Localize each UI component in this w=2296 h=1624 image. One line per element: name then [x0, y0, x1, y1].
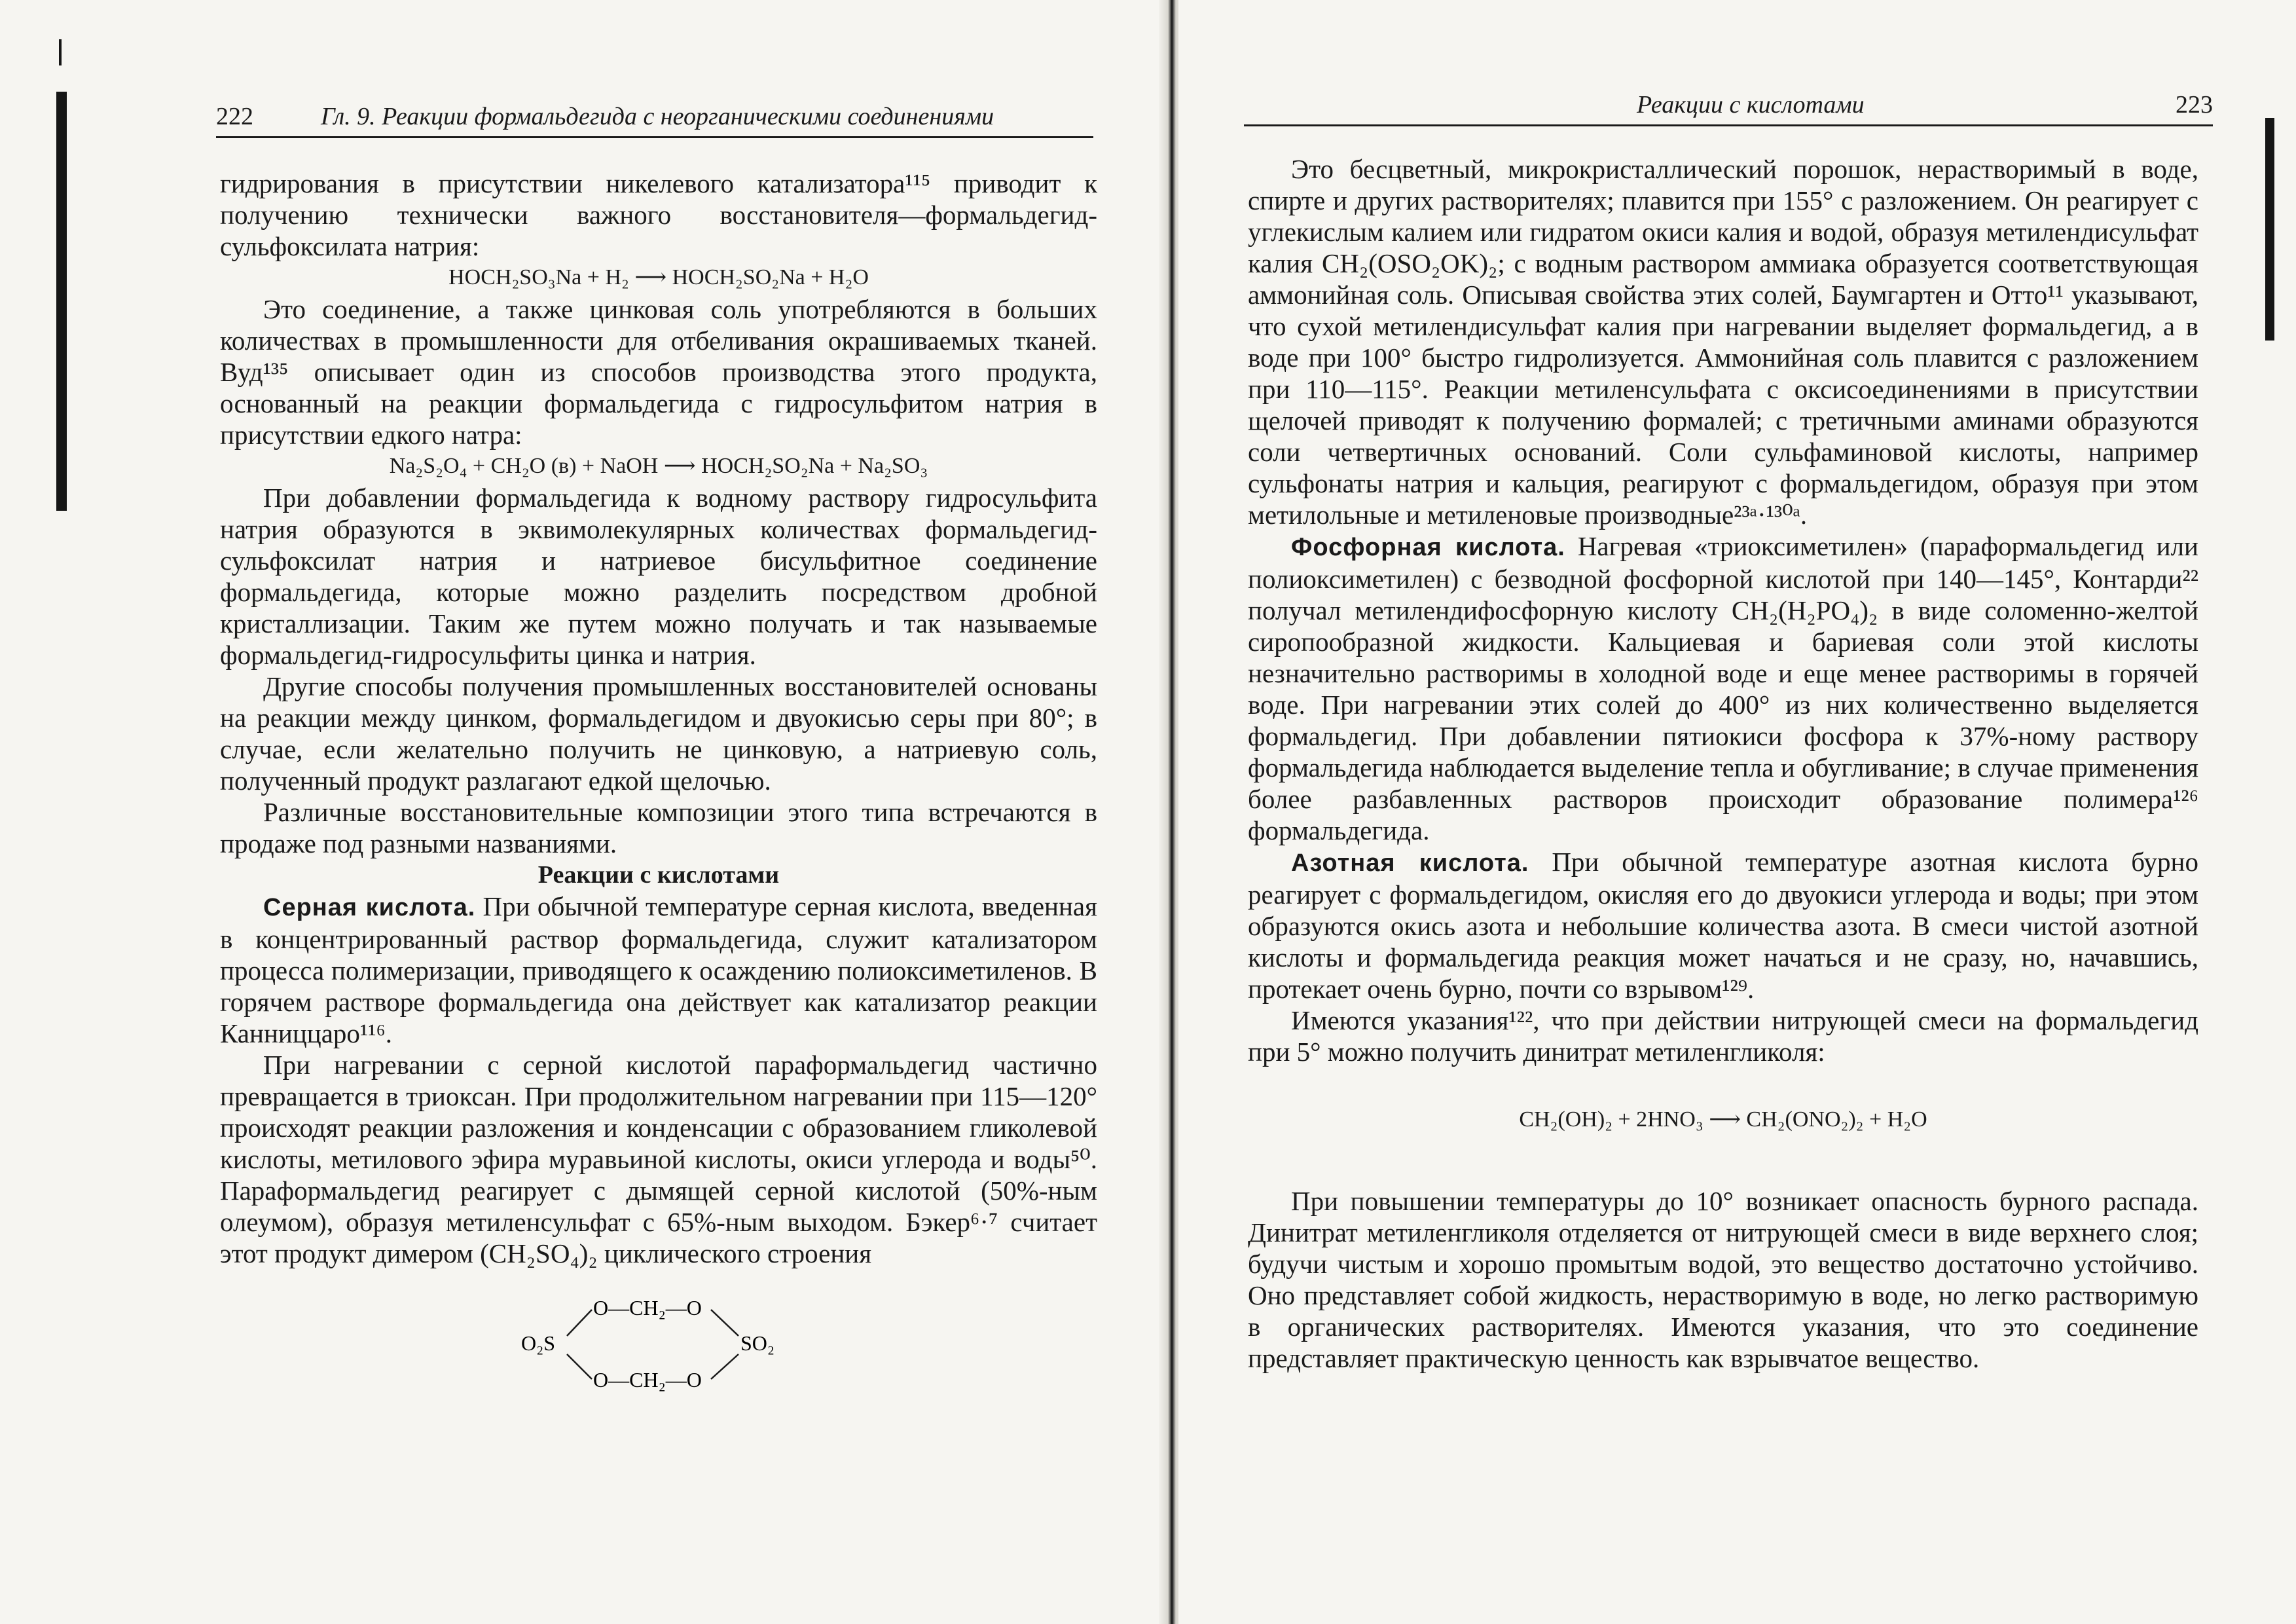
- paragraph: При нагревании с серной кислотой параформальдегид частично превращается в триоксан. При продолжительном нагревании при 115—120° происходят реакции разложения и конденсации с образованием гликолевой кислоты, метилового эфира муравьиной кислоты, окиси углерода и воды⁵⁰. Параформальдегид реагирует с дымящей серной кислотой (50%-ным олеумом), образуя метиленсульфат с 65%-ным выходом. Бэкер⁶·⁷ считает этот продукт димером (CH₂SO₄)₂ циклического строения: [220, 1050, 1097, 1268]
- left-page-header: [216, 97, 1093, 138]
- scan-edge-mark: [2265, 118, 2274, 341]
- paragraph: [1248, 846, 2198, 1005]
- right-page-body: [1248, 153, 2198, 1374]
- paragraph: Это соединение, а также цинковая соль употребляются в больших количествах в промышленности для отбеливания окрашиваемых тканей. Вуд¹³⁵ описывает один из способов производства этого продукта, основанный на реакции формальдегида с гидросульфитом натрия в присутствии едкого натра:: [220, 294, 1097, 450]
- paragraph-text: При обычной температуре серная кислота, введенная в концентрированный раствор формальдегида, служит катализатором процесса полимеризации, приводящего к осаждению полиоксиметиленов. В горячем растворе формальдегида она действует как катализатор реакции Канниццаро¹¹⁶.: [220, 891, 1097, 1048]
- paragraph: [220, 891, 1097, 1049]
- ring-right-label: SO₂: [740, 1331, 775, 1355]
- right-page-header: [1244, 85, 2213, 126]
- right-page-number: 223: [2176, 91, 2213, 119]
- term-heading: Серная кислота.: [263, 894, 476, 921]
- paragraph-text: При обычной температуре азотная кислота бурно реагирует с формальдегидом, окисляя его до двуокиси углерода и воды; при этом образуются окись азота и небольшие количества азота. В смеси чистой азотной кислоты и формальдегида реакция может начаться и не сразу, но, начавшись, протекает очень бурно, почти со взрывом¹²⁹.: [1248, 847, 2199, 1004]
- left-running-head: Гл. 9. Реакции формальдегида с неорганическими соединениями: [321, 103, 994, 130]
- paragraph: гидрирования в присутствии никелевого катализатора¹¹⁵ приводит к получению технически важного восстановителя—формальдегид-сульфоксилата натрия:: [220, 168, 1097, 261]
- equation: CH₂(OH)₂ + 2HNO₃ ⟶ CH₂(ONO₂)₂ + H₂O: [1519, 1107, 1927, 1132]
- paragraph: Различные восстановительные композиции этого типа встречаются в продаже под разными названиями.: [220, 797, 1097, 858]
- paragraph: При добавлении формальдегида к водному раствору гидросульфита натрия образуются в эквимолекулярных количествах формальдегид-сульфоксилат натрия и натриевое бисульфитное соединение формальдегида, которые можно разделить посредством дробной кристаллизации. Таким же путем можно получать и так называемые формальдегид-гидросульфиты цинка и натрия.: [220, 483, 1097, 670]
- ring-bottom-label: O—CH₂—O: [593, 1368, 702, 1392]
- section-title: Реакции с кислотами: [538, 861, 780, 889]
- ring-bond: [567, 1310, 592, 1336]
- paragraph: Это бесцветный, микрокристаллический порошок, нерастворимый в воде, спирте и других растворителях; плавится при 155° с разложением. Он реагирует с углекислым калием или гидратом окиси калия и водой, образуя метилендисульфат калия CH₂(OSO₂OK)₂; с водным раствором аммиака образуется соответствующая аммонийная соль. Описывая свойства этих солей, Баумгартен и Отто¹¹ указывают, что сухой метилендисульфат калия при нагревании выделяет формальдегид, а в воде при 100° быстро гидролизуется. Аммонийная соль плавится с разложением при 110—115°. Реакции метиленсульфата с оксисоединениями в присутствии щелочей приводят к получению формалей; с третичными аминами образуются соли четвертичных оснований. Соли сульфаминовой кислоты, например сульфонаты натрия и кальция, реагируют с формальдегидом, образуя при этом метилольные и метиленовые производные²³ᵃ·¹³⁰ᵃ.: [1248, 154, 2198, 530]
- scan-edge-mark: [59, 39, 62, 65]
- ring-top-label: O—CH₂—O: [593, 1296, 702, 1320]
- cyclic-structure-diagram: [515, 1289, 803, 1400]
- paragraph: Другие способы получения промышленных восстановителей основаны на реакции между цинком, формальдегидом и двуокисью серы при 80°; в случае, если желательно получить не цинковую, а натриевую соль, полученный продукт разлагают едкой щелочью.: [220, 671, 1097, 796]
- equation: HOCH₂SO₃Na + H₂ ⟶ HOCH₂SO₂Na + H₂O: [448, 265, 869, 289]
- scan-edge-mark: [56, 92, 67, 511]
- paragraph-text: Нагревая «триоксиметилен» (параформальдегид или полиоксиметилен) с безводной фосфорной кислотой при 140—145°, Контарди²² получал метилендифосфорную кислоту CH₂(H₂PO₄)₂ в виде соломенно-желтой сиропообразной жидкости. Кальциевая и бариевая соли этой кислоты незначительно растворимы в холодной воде и еще менее растворимы в горячей воде. При нагревании этих солей до 400° из них количественно выделяется формальдегид. При добавлении пятиокиси фосфора к 37%-ному раствору формальдегида наблюдается выделение тепла и обугливание; в случае применения более разбавленных растворов происходит образование полимера¹²⁶ формальдегида.: [1248, 531, 2198, 845]
- left-page-number: 222: [216, 103, 253, 130]
- paragraph: Имеются указания¹²², что при действии нитрующей смеси на формальдегид при 5° можно получить динитрат метиленгликоля:: [1248, 1005, 2198, 1067]
- right-page: [1178, 0, 2296, 1624]
- left-page-body: [220, 168, 1097, 1400]
- ring-bond: [711, 1354, 738, 1379]
- equation: Na₂S₂O₄ + CH₂O (в) + NaOH ⟶ HOCH₂SO₂Na + Na₂SO₃: [389, 454, 928, 478]
- paragraph: При повышении температуры до 10° возникает опасность бурного распада. Динитрат метиленгликоля отделяется от нитрующей смеси в виде верхнего слоя; будучи чистым и хорошо промытым водой, это вещество достаточно устойчиво. Оно представляет собой жидкость, нерастворимую в воде, но легко растворимую в органических растворителях. Имеются указания, что это соединение представляет практическую ценность как взрывчатое вещество.: [1248, 1186, 2198, 1373]
- right-running-head: Реакции с кислотами: [1637, 91, 1865, 119]
- ring-bond: [711, 1310, 738, 1336]
- ring-left-label: O₂S: [521, 1331, 556, 1355]
- paragraph: [1248, 530, 2198, 846]
- ring-bond: [567, 1354, 592, 1379]
- term-heading: Фосфорная кислота.: [1291, 534, 1565, 561]
- term-heading: Азотная кислота.: [1291, 849, 1529, 877]
